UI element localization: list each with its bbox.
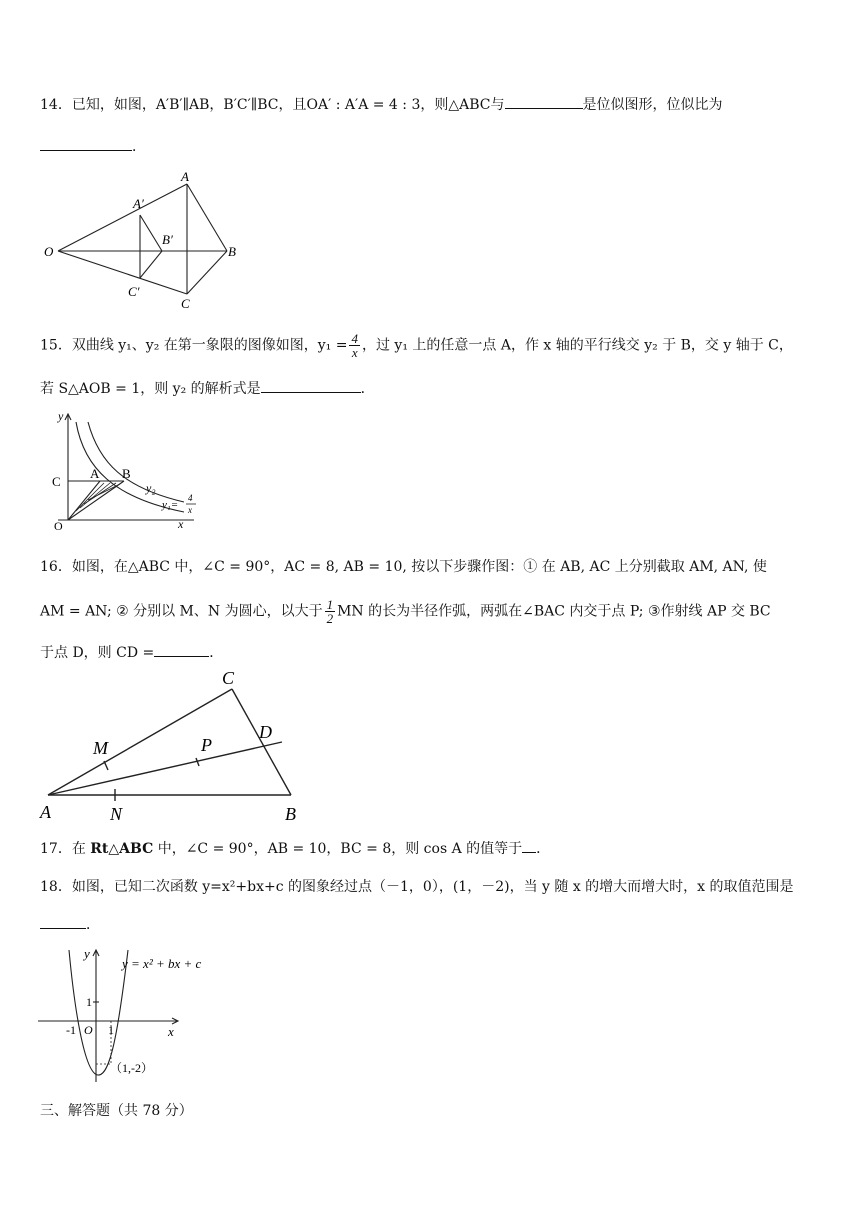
q16-period: ．	[209, 645, 224, 661]
label-C: C	[222, 668, 235, 688]
q18-figure	[38, 944, 228, 1086]
q18-line2	[40, 914, 830, 936]
label-y-axis: y	[58, 409, 64, 423]
q14-text-end: 是位似图形，位似比为	[582, 97, 723, 113]
q15-text-c: 若 S△AOB = 1，则 y₂ 的解析式是	[40, 381, 261, 397]
label-x-one: 1	[108, 1023, 114, 1037]
q16-blank[interactable]	[154, 642, 209, 657]
label-A: A	[181, 172, 189, 184]
q15-frac-den: x	[351, 345, 358, 360]
label-y1-den: x	[188, 505, 192, 515]
label-point: （1,-2）	[110, 1061, 153, 1075]
label-B-prime: B′	[162, 232, 173, 247]
q16-text-d: 于点 D，则 CD =	[40, 645, 155, 661]
label-C-prime: C′	[128, 284, 140, 299]
label-A: A	[90, 466, 100, 481]
q15-fraction	[349, 332, 360, 359]
label-P: P	[201, 735, 212, 755]
q15-blank[interactable]	[261, 378, 361, 393]
q15-period: ．	[360, 381, 375, 397]
label-x-axis: x	[168, 1024, 174, 1039]
label-O: O	[84, 1023, 93, 1037]
label-y1: y₁=	[162, 499, 179, 511]
label-C: C	[52, 474, 61, 489]
label-C: C	[181, 296, 190, 311]
q16-frac-num: 1	[326, 597, 334, 612]
q16-fraction	[325, 598, 336, 625]
q15-line1	[40, 332, 830, 359]
q17-period: ．	[536, 841, 551, 857]
q17-text-b: 中，∠C = 90°，AB = 10，BC = 8，则 cos A 的值等于	[157, 841, 523, 857]
q18-text: 18．如图，已知二次函数 y=x²+bx+c 的图象经过点（－1，0），(1，－2)，当 y 随 x 的增大而增大时，x 的取值范围是	[40, 879, 794, 895]
q16-line1	[40, 556, 830, 578]
section-heading: 三、解答题（共 78 分）	[40, 1103, 193, 1119]
q16-figure	[38, 666, 318, 828]
q17-blank[interactable]	[522, 838, 536, 853]
q18-blank[interactable]	[40, 914, 86, 929]
label-A: A	[40, 802, 51, 822]
label-equation: y = x² + bx + c	[122, 956, 202, 971]
q15-text-a: 15．双曲线 y₁、y₂ 在第一象限的图像如图，y₁ =	[40, 337, 348, 354]
q15-figure	[44, 408, 204, 532]
label-minus-one: -1	[66, 1023, 76, 1037]
q17-text-a: 17．在	[40, 841, 86, 857]
label-y2: y₂	[146, 481, 156, 495]
label-B: B	[285, 804, 296, 824]
q16-text-b: AM = AN; ② 分别以 M、N 为圆心，以大于	[40, 603, 323, 620]
label-y-one: 1	[86, 995, 92, 1009]
label-y-axis: y	[84, 946, 90, 961]
q14-figure	[40, 172, 250, 312]
q18-line1	[40, 876, 830, 898]
q16-line3	[40, 642, 830, 664]
q16-frac-den: 2	[326, 611, 334, 626]
q15-line2	[40, 378, 830, 400]
q14-text: 14．已知，如图，A′B′∥AB，B′C′∥BC，且OA′ : A′A = 4 : 3，则△ABC与	[40, 97, 505, 113]
label-A-prime: A′	[133, 196, 144, 211]
label-x-axis: x	[178, 517, 184, 531]
label-M: M	[93, 738, 108, 758]
q14-period: ．	[132, 139, 146, 155]
q16-line2	[40, 598, 830, 625]
label-D: D	[259, 722, 272, 742]
q14-blank2[interactable]	[40, 136, 132, 151]
label-O: O	[44, 244, 54, 259]
label-O: O	[54, 519, 63, 532]
q15-text-b: ，过 y₁ 上的任意一点 A，作 x 轴的平行线交 y₂ 于 B，交 y 轴于 C，	[361, 337, 793, 354]
q18-period: ．	[86, 917, 100, 933]
q14-blank1[interactable]	[505, 94, 583, 109]
q15-frac-num: 4	[351, 331, 358, 346]
q17-bold: Rt△ABC	[90, 841, 154, 857]
label-B: B	[122, 466, 131, 481]
q14-line2	[40, 136, 830, 158]
q14-line1	[40, 94, 830, 116]
q16-text-c: MN 的长为半径作弧，两弧在∠BAC 内交于点 P; ③作射线 AP 交 BC	[337, 603, 771, 620]
q17-line	[40, 838, 830, 860]
q16-text-a: 16．如图，在△ABC 中，∠C = 90°，AC = 8, AB = 10, 按以下步骤作图：① 在 AB, AC 上分别截取 AM, AN, 使	[40, 559, 767, 575]
label-N: N	[110, 804, 123, 824]
label-B: B	[228, 244, 236, 259]
label-y1-num: 4	[188, 493, 193, 503]
